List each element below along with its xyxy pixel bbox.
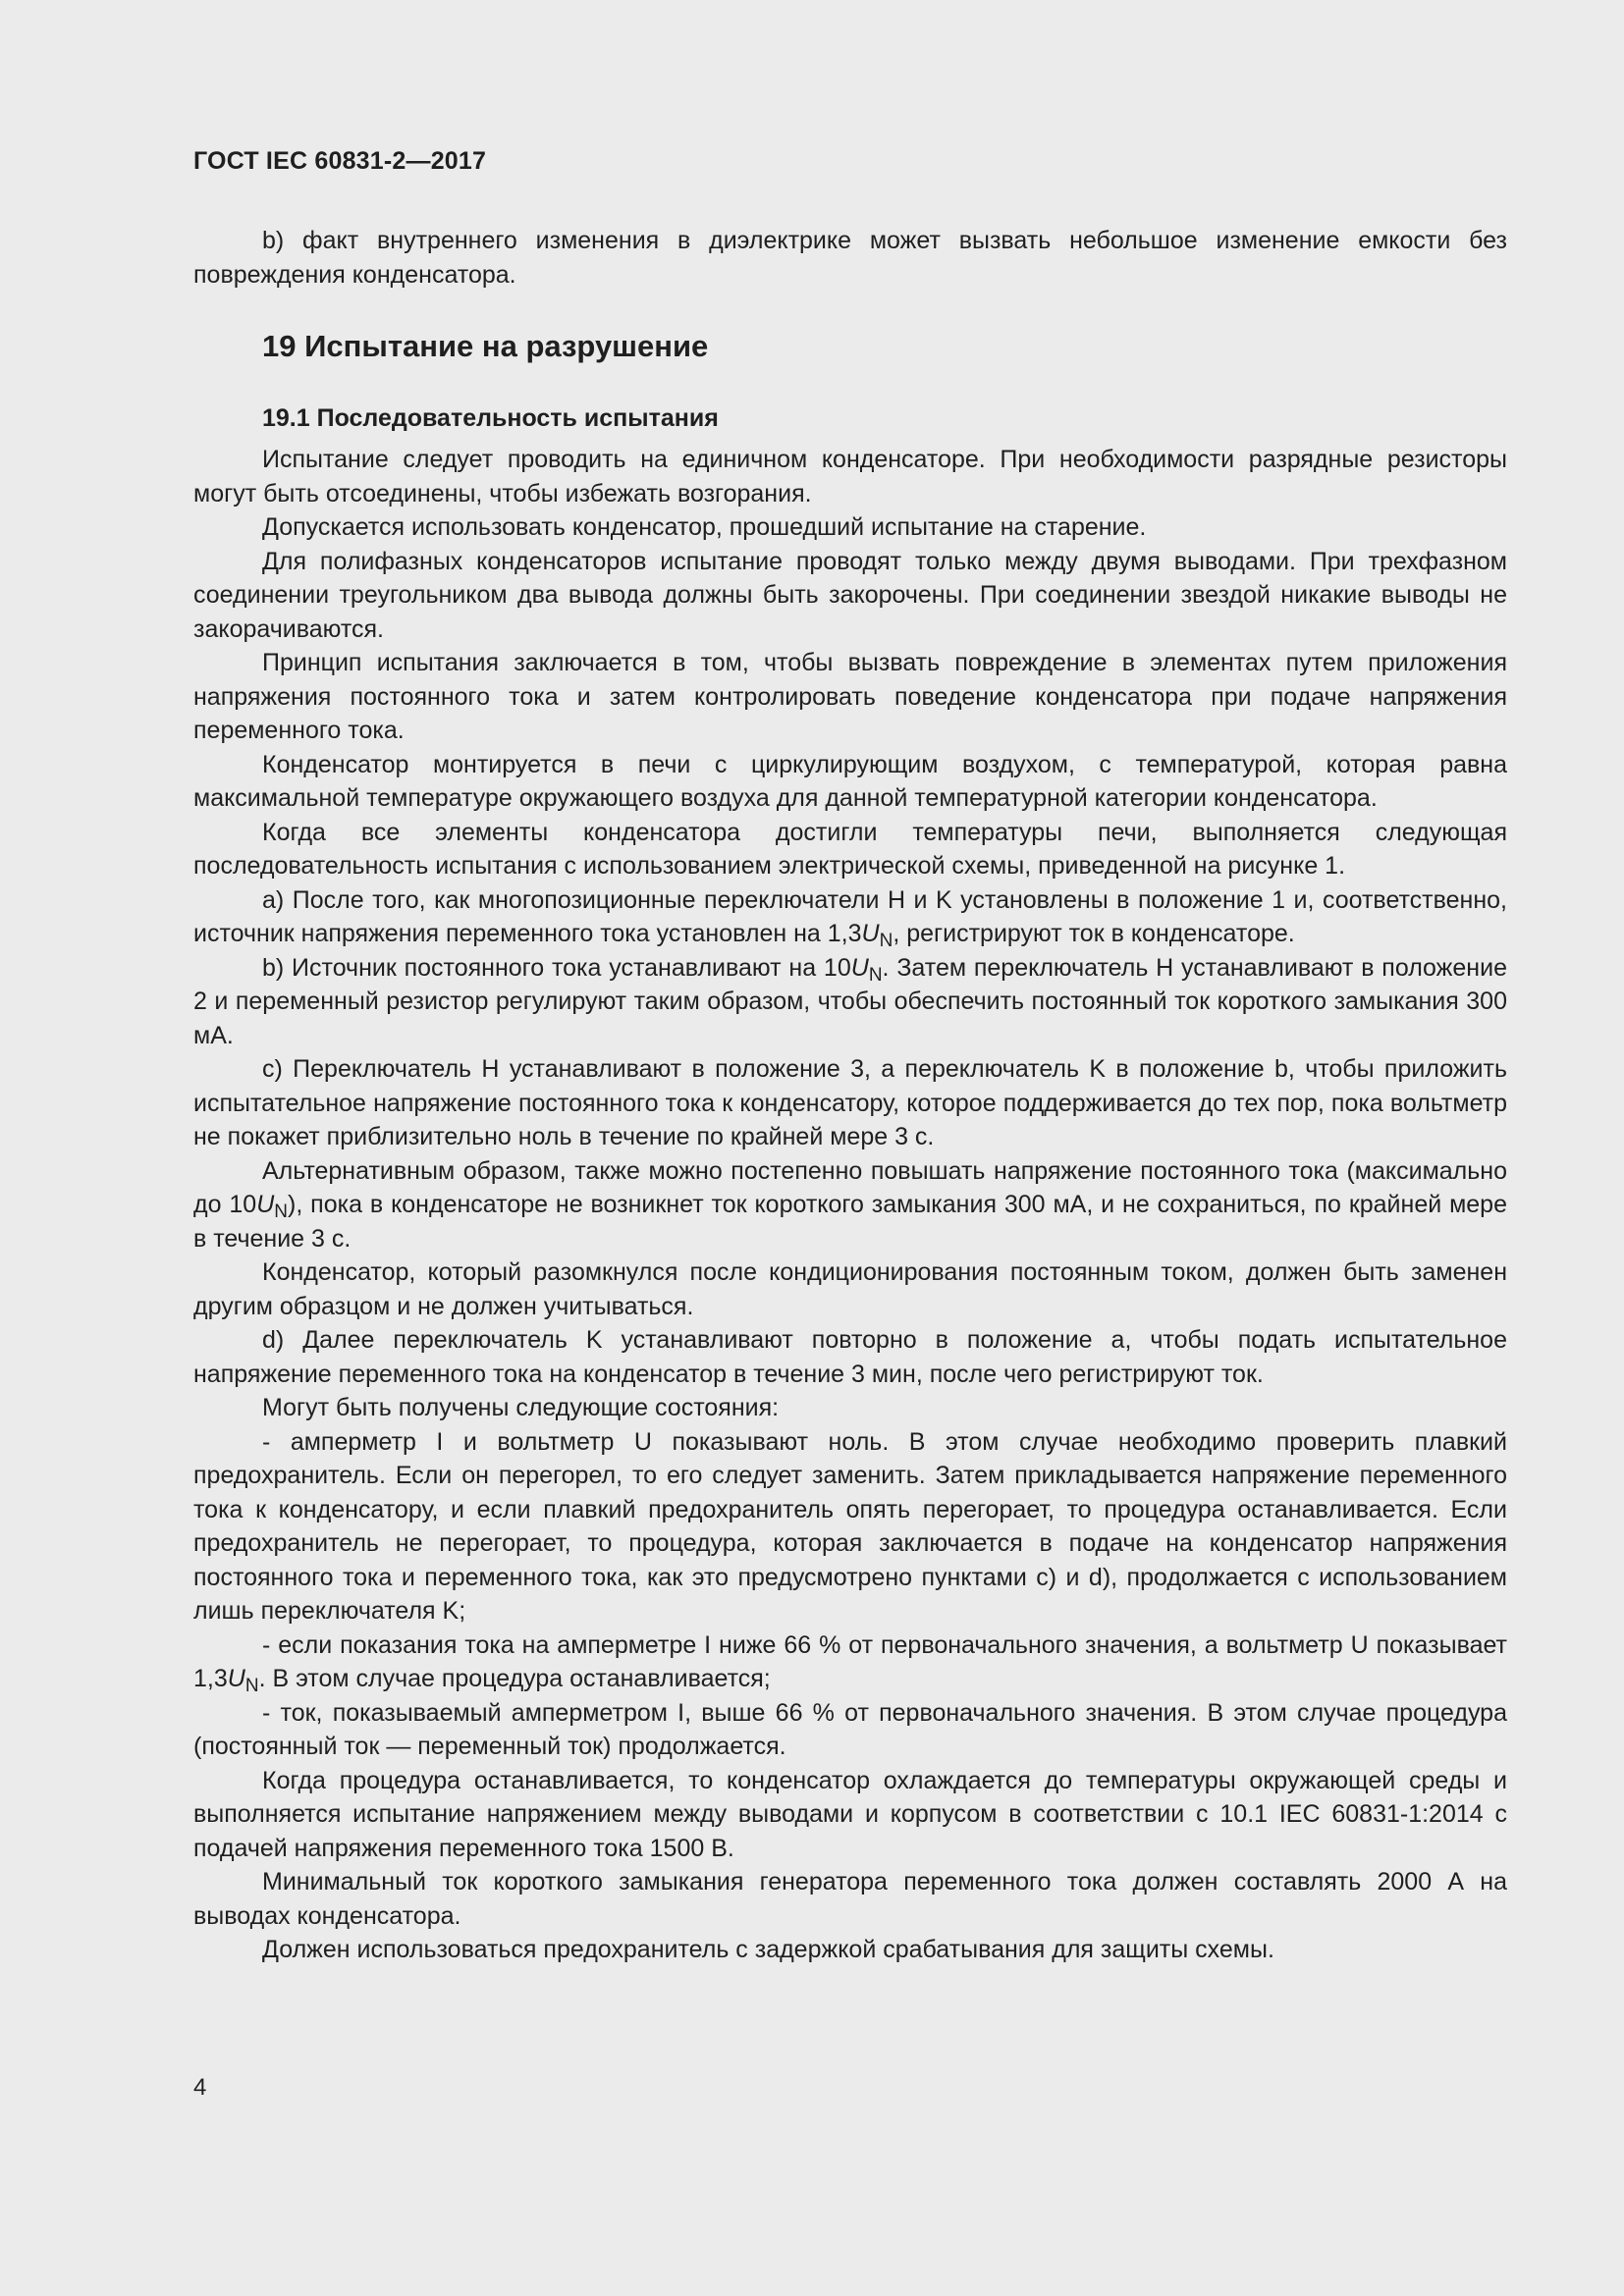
alternative-text: Альтернативным образом, также можно постепенно повышать напряжение постоянного тока (максимально до 10 bbox=[193, 1156, 1507, 1218]
state-item: - ток, показываемый амперметром I, выше 66 % от первоначального значения. В этом случае процедура (постоянный ток — переменный ток) продолжается. bbox=[193, 1698, 1507, 1760]
intro-paragraph: b) факт внутреннего изменения в диэлектрике может вызвать небольшое изменение емкости без повреждения конденсатора. bbox=[193, 227, 1507, 289]
alternative-text-end: ), пока в конденсаторе не возникнет ток короткого замыкания 300 мА, и не сохраниться, по крайней мере в течение 3 с. bbox=[193, 1191, 1507, 1253]
step-a-paragraph bbox=[193, 883, 1507, 951]
paragraph: Конденсатор монтируется в печи с циркулирующим воздухом, с температурой, которая равна максимальной температуре окружающего воздуха для данной температурной категории конденсатора. bbox=[193, 750, 1507, 812]
document-body bbox=[193, 224, 1507, 1967]
step-a-text-end: , регистрируют ток в конденсаторе. bbox=[893, 920, 1295, 947]
closing-paragraph: Минимальный ток короткого замыкания генератора переменного тока должен составлять 2000 А на выводах конденсатора. bbox=[193, 1868, 1507, 1930]
rated-voltage-symbol: $U_N$ bbox=[227, 1665, 259, 1696]
paragraph: Испытание следует проводить на единичном конденсаторе. При необходимости разрядные резисторы могут быть отсоединены, чтобы избежать возгорания. bbox=[193, 446, 1507, 507]
state-item: - амперметр I и вольтметр U показывают ноль. В этом случае необходимо проверить плавкий предохранитель. Если он перегорел, то его следует заменить. Затем прикладывается напряжение переменного тока к конденсатору, и если плавкий предохранитель опять перегорает, то процедура останавливается. Если предохранитель не перегорает, то процедура, которая заключается в подаче на конденсатор напряжения постоянного тока и переменного тока, как это предусмотрено пунктами c) и d), продолжается с использованием лишь переключателя K; bbox=[193, 1427, 1507, 1625]
paragraph: Когда все элементы конденсатора достигли температуры печи, выполняется следующая последовательность испытания с использованием электрической схемы, приведенной на рисунке 1. bbox=[193, 818, 1507, 880]
step-b-text-end: . Затем переключатель H устанавливают в положение 2 и переменный резистор регулируют таким образом, чтобы обеспечить постоянный ток короткого замыкания 300 мА. bbox=[193, 953, 1507, 1049]
step-a-text: a) После того, как многопозиционные переключатели H и K установлены в положение 1 и, соответственно, источник напряжения переменного тока установлен на 1,3 bbox=[193, 885, 1507, 947]
state-2-text: - если показания тока на амперметре I ниже 66 % от первоначального значения, а вольтметр U показывает 1,3 bbox=[193, 1630, 1507, 1692]
closing-paragraph: Должен использоваться предохранитель с задержкой срабатывания для защиты схемы. bbox=[262, 1936, 1274, 1963]
subsection-heading: 19.1 Последовательность испытания bbox=[262, 404, 719, 432]
state-item bbox=[193, 1629, 1507, 1696]
step-b-text: b) Источник постоянного тока устанавливают на 10 bbox=[262, 953, 851, 982]
step-b-paragraph bbox=[193, 951, 1507, 1053]
page-number: 4 bbox=[193, 2074, 207, 2101]
closing-paragraph: Когда процедура останавливается, то конденсатор охлаждается до температуры окружающей среды и выполняется испытание напряжением между выводами и корпусом в соответствии с 10.1 IEC 60831-1:2014 с подачей напряжения переменного тока 1500 В. bbox=[193, 1766, 1507, 1862]
replacement-note: Конденсатор, который разомкнулся после кондиционирования постоянным током, должен быть заменен другим образцом и не должен учитываться. bbox=[193, 1258, 1507, 1320]
rated-voltage-symbol: $U_N$ bbox=[256, 1191, 288, 1222]
step-c-paragraph: c) Переключатель H устанавливают в положение 3, а переключатель K в положение b, чтобы приложить испытательное напряжение постоянного тока к конденсатору, которое поддерживается до тех пор, пока вольтметр не покажет приблизительно ноль в течение по крайней мере 3 с. bbox=[193, 1055, 1507, 1150]
states-intro: Могут быть получены следующие состояния: bbox=[262, 1394, 780, 1421]
section-heading: 19 Испытание на разрушение bbox=[262, 329, 709, 363]
paragraph: Допускается использовать конденсатор, прошедший испытание на старение. bbox=[262, 513, 1147, 541]
document-header: ГОСТ IEC 60831-2—2017 bbox=[193, 147, 487, 175]
paragraph: Принцип испытания заключается в том, чтобы вызвать повреждение в элементах путем приложения напряжения постоянного тока и затем контролировать поведение конденсатора при подаче напряжения переменного тока. bbox=[193, 649, 1507, 744]
state-2-text-end: . В этом случае процедура останавливается; bbox=[258, 1665, 771, 1692]
rated-voltage-symbol: $U_N$ bbox=[850, 953, 883, 986]
paragraph: Для полифазных конденсаторов испытание проводят только между двумя выводами. При трехфазном соединении треугольником два вывода должны быть закорочены. При соединении звездой никакие выводы не закорачиваются. bbox=[193, 547, 1507, 643]
alternative-paragraph bbox=[193, 1154, 1507, 1256]
rated-voltage-symbol: $U_N$ bbox=[861, 920, 893, 951]
step-d-paragraph: d) Далее переключатель K устанавливают повторно в положение a, чтобы подать испытательное напряжение переменного тока на конденсатор в течение 3 мин, после чего регистрируют ток. bbox=[193, 1326, 1507, 1388]
